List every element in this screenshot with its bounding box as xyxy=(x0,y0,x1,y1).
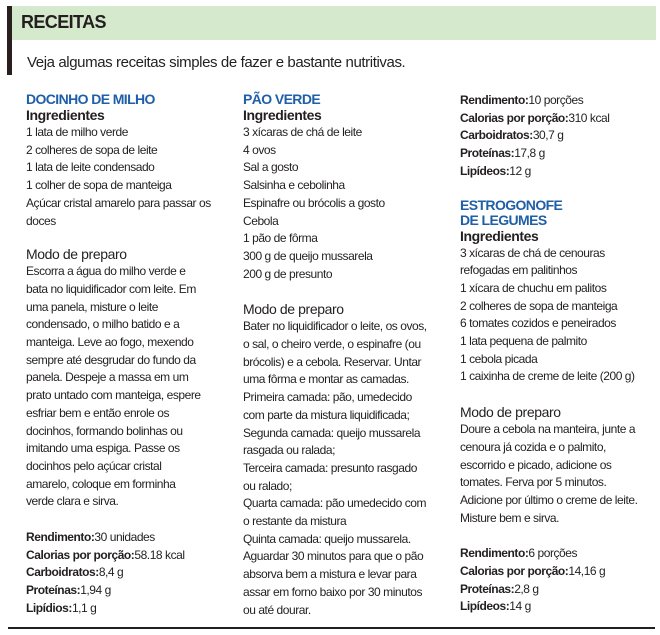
recipe-pao-verde xyxy=(243,92,453,619)
method-line: Bater no liquidificador o leite, os ovos, xyxy=(243,319,427,334)
ingredients-heading: Ingredientes xyxy=(243,107,322,123)
method-line: bata no liquidificador com leite. Em xyxy=(26,281,196,296)
method-line: Adicione por último o creme de leite. xyxy=(460,492,638,507)
method-line: verde clara e sirva. xyxy=(26,494,119,509)
nutrition-label: Rendimento: xyxy=(460,93,529,107)
nutrition-facts-pao-verde xyxy=(460,92,656,181)
nutrition-value: 14,16 g xyxy=(568,564,606,579)
nutrition-label: Carboidratos: xyxy=(26,565,99,580)
ingredient-item: 1 xícara de chuchu em palitos xyxy=(460,280,607,295)
method-line: escorrido e picado, adicione os xyxy=(460,457,612,472)
method-line: Terceira camada: presunto rasgado xyxy=(243,460,417,475)
ingredient-item: 2 colheres de sopa de manteiga xyxy=(460,298,618,313)
recipe-title: PÃO VERDE xyxy=(243,91,321,107)
nutrition-value: 1,1 g xyxy=(71,600,97,615)
ingredient-item: refogadas em palitinhos xyxy=(460,263,578,278)
ingredient-item: 3 xícaras de chá de cenouras xyxy=(460,245,605,260)
nutrition-value: 17,8 g xyxy=(514,146,545,161)
ingredient-item: Salsinha e cebolinha xyxy=(243,178,345,193)
method-line: uma fôrma e montar as camadas. xyxy=(243,372,409,387)
ingredient-item: Espinafre ou brócolis a gosto xyxy=(243,195,385,210)
method-line: Primeira camada: pão, umedecido xyxy=(243,390,412,405)
method-text xyxy=(243,318,453,619)
nutrition-value: 30 unidades xyxy=(94,530,155,545)
ingredient-item: Açúcar cristal amarelo para passar os xyxy=(26,195,211,210)
nutrition-label: Calorias por porção: xyxy=(26,547,135,562)
ingredient-item: 200 g de presunto xyxy=(243,266,333,281)
nutrition-label: Calorias por porção: xyxy=(460,564,569,579)
ingredients-list xyxy=(243,124,453,283)
method-line: imitando uma espiga. Passe os xyxy=(26,441,180,456)
ingredient-item: 1 pão de fôrma xyxy=(243,231,318,246)
method-line: ou ralado; xyxy=(243,478,292,493)
nutrition-label: Calorias por porção: xyxy=(460,110,569,125)
method-line: Aguardar 30 minutos para que o pão xyxy=(243,549,424,564)
nutrition-value: 58.18 kcal xyxy=(134,547,185,562)
nutrition-row xyxy=(26,547,231,565)
method-line: Escorra a água do milho verde e xyxy=(26,264,186,279)
nutrition-label: Proteínas: xyxy=(460,146,515,161)
page-title: RECEITAS xyxy=(21,12,106,32)
method-line: o restante da mistura xyxy=(243,514,347,529)
recipe-title-line-1: ESTROGONOFE xyxy=(460,196,563,213)
nutrition-label: Proteínas: xyxy=(26,583,81,598)
method-line: manteiga. Leve ao fogo, mexendo xyxy=(26,335,194,350)
intro-text: Veja algumas receitas simples de fazer e bastante nutritivas. xyxy=(27,54,406,71)
method-text xyxy=(26,263,231,511)
nutrition-row xyxy=(460,110,656,128)
recipe-title-line-2: DE LEGUMES xyxy=(460,211,547,228)
nutrition-value: 8,4 g xyxy=(98,565,124,580)
nutrition-row xyxy=(460,92,656,110)
method-line: prato untado com manteiga, espere xyxy=(26,388,201,403)
method-heading: Modo de preparo xyxy=(243,301,344,318)
nutrition-label: Rendimento: xyxy=(26,530,95,545)
ingredient-item: 4 ovos xyxy=(243,142,276,157)
method-line: uma panela, misture o leite xyxy=(26,299,158,314)
method-line: com parte da mistura liquidificada; xyxy=(243,407,410,422)
ingredient-item: 300 g de queijo mussarela xyxy=(243,248,373,263)
recipe-estrogonofe-de-legumes xyxy=(460,198,656,617)
bottom-divider xyxy=(8,627,655,629)
nutrition-value: 14 g xyxy=(509,599,531,614)
method-line: sempre até desgrudar do fundo da xyxy=(26,352,196,367)
method-line: Quarta camada: pão umedecido com xyxy=(243,496,427,511)
header-band xyxy=(12,6,656,40)
ingredient-item: doces xyxy=(26,213,56,228)
nutrition-row xyxy=(26,600,231,618)
nutrition-row xyxy=(460,127,656,145)
method-line: ou até dourar. xyxy=(243,602,311,617)
nutrition-row xyxy=(460,145,656,163)
method-heading: Modo de preparo xyxy=(26,246,127,263)
ingredient-item: 1 colher de sopa de manteiga xyxy=(26,178,172,193)
method-line: condensado, o milho batido e a xyxy=(26,317,180,332)
ingredient-item: 3 xícaras de chá de leite xyxy=(243,125,362,139)
method-line: Doure a cebola na manteira, junte a xyxy=(460,422,636,437)
recipe-column-3 xyxy=(460,92,656,616)
ingredient-item: 1 lata de leite condensado xyxy=(26,160,155,175)
nutrition-row xyxy=(26,529,231,547)
ingredient-item: 2 colheres de sopa de leite xyxy=(26,142,158,157)
ingredients-list xyxy=(26,124,231,230)
method-line: docinhos, formando bolinhas ou xyxy=(26,423,183,438)
nutrition-row xyxy=(460,598,656,616)
nutrition-facts xyxy=(460,545,656,616)
nutrition-label: Rendimento: xyxy=(460,546,529,561)
nutrition-row xyxy=(26,564,231,582)
ingredients-heading: Ingredientes xyxy=(460,227,539,244)
nutrition-row xyxy=(460,581,656,599)
nutrition-label: Lipídeos: xyxy=(460,163,510,178)
method-line: docinhos pelo açúcar cristal xyxy=(26,458,162,473)
method-line: Segunda camada: queijo mussarela xyxy=(243,425,421,440)
nutrition-row xyxy=(460,163,656,181)
method-line: esfriar bem e então enrole os xyxy=(26,405,170,420)
method-line: tomates. Ferva por 5 minutos. xyxy=(460,475,607,490)
nutrition-value: 12 g xyxy=(509,163,531,178)
nutrition-row xyxy=(460,563,656,581)
ingredient-item: 1 cebola picada xyxy=(460,351,538,366)
ingredient-item: 1 lata pequena de palmito xyxy=(460,334,587,349)
recipe-docinho-de-milho xyxy=(26,92,231,618)
method-line: amarelo, coloque em forminha xyxy=(26,476,176,491)
ingredient-item: 1 caixinha de creme de leite (200 g) xyxy=(460,369,635,384)
nutrition-value: 30,7 g xyxy=(532,128,564,143)
method-line: Quinta camada: queijo mussarela. xyxy=(243,531,411,546)
ingredients-heading: Ingredientes xyxy=(26,107,105,123)
nutrition-row xyxy=(460,545,656,563)
nutrition-value: 310 kcal xyxy=(568,110,610,125)
method-line: rasgada ou ralada; xyxy=(243,443,335,458)
method-text xyxy=(460,421,656,527)
nutrition-facts xyxy=(26,529,231,618)
ingredient-item: 6 tomates cozidos e peneirados xyxy=(460,316,616,331)
method-line: brócolis) e a cebola. Reservar. Untar xyxy=(243,354,422,369)
recipe-title: DOCINHO DE MILHO xyxy=(26,91,155,107)
method-line: cenoura já cozida e o palmito, xyxy=(460,439,606,454)
method-line: absorva bem a mistura e levar para xyxy=(243,567,417,582)
method-line: assar em forno baixo por 30 minutos xyxy=(243,584,423,599)
ingredient-item: 1 lata de milho verde xyxy=(26,125,128,139)
nutrition-label: Proteínas: xyxy=(460,581,515,596)
method-line: o sal, o cheiro verde, o espinafre (ou xyxy=(243,337,421,352)
method-line: panela. Despeje a massa em um xyxy=(26,370,189,385)
nutrition-value: 2,8 g xyxy=(514,581,539,596)
ingredient-item: Sal a gosto xyxy=(243,160,299,175)
nutrition-row xyxy=(26,582,231,600)
nutrition-label: Lipídeos: xyxy=(460,599,510,614)
ingredients-list xyxy=(460,245,656,387)
nutrition-label: Lipídios: xyxy=(26,600,72,615)
nutrition-value: 6 porções xyxy=(528,546,578,561)
nutrition-label: Carboidratos: xyxy=(460,128,533,143)
method-line: Misture bem e sirva. xyxy=(460,510,560,525)
nutrition-value: 1,94 g xyxy=(80,583,111,598)
nutrition-value: 10 porções xyxy=(528,93,584,107)
method-heading: Modo de preparo xyxy=(460,404,561,421)
ingredient-item: Cebola xyxy=(243,213,279,228)
